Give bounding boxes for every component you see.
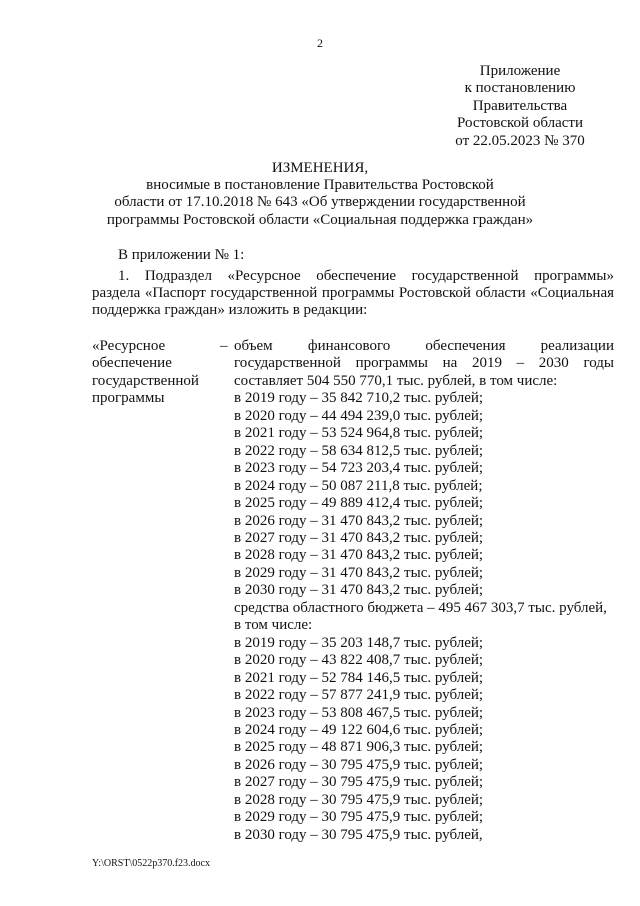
year-line: в 2024 году – 50 087 211,8 тыс. рублей; [234, 477, 483, 494]
year-line: в 2029 году – 31 470 843,2 тыс. рублей; [234, 564, 484, 581]
year-line: в 2020 году – 43 822 408,7 тыс. рублей; [234, 652, 484, 669]
intro-para-line: 1. Подраздел «Ресурсное обеспечение государственной программы» [118, 268, 614, 284]
body-line: государственной программы на 2019 – 2030 годы [234, 355, 614, 372]
label-line: «Ресурсное [92, 338, 166, 354]
year-line: в 2019 году – 35 842 710,2 тыс. рублей; [234, 390, 484, 407]
intro-paragraph [92, 268, 614, 320]
appendix-line: к постановлению [464, 80, 576, 97]
appendix-line: Приложение [479, 63, 561, 79]
title-line: программы Ростовской области «Социальная поддержка граждан» [106, 211, 534, 228]
year-line: в 2026 году – 31 470 843,2 тыс. рублей; [234, 512, 484, 529]
year-line: в 2020 году – 44 494 239,0 тыс. рублей; [234, 407, 484, 424]
appendix-line: Ростовской области [457, 115, 583, 132]
year-line: в 2024 году – 49 122 604,6 тыс. рублей; [234, 721, 484, 738]
intro-para-line: раздела «Паспорт государственной программы Ростовской области «Социальная [92, 285, 614, 302]
label-line: программы [92, 390, 165, 407]
label-line: обеспечение [92, 355, 172, 372]
year-line: в 2021 году – 53 524 964,8 тыс. рублей; [234, 425, 484, 442]
body-line: объем финансового обеспечения реализации [234, 338, 614, 354]
section-body [234, 338, 614, 844]
year-line: в 2022 году – 57 877 241,9 тыс. рублей; [234, 687, 484, 704]
intro-line: В приложении № 1: [118, 247, 245, 263]
year-line: в 2021 году – 52 784 146,5 тыс. рублей; [234, 669, 484, 686]
appendix-block [440, 63, 600, 150]
appendix-line: от 22.05.2023 № 370 [455, 132, 585, 149]
appendix-line: Правительства [472, 97, 568, 114]
year-line: в 2028 году – 30 795 475,9 тыс. рублей; [234, 791, 484, 808]
regional-line: средства областного бюджета – 495 467 303,7 тыс. рублей, [234, 599, 607, 616]
section-label [92, 338, 216, 408]
regional-line: в том числе: [234, 617, 313, 634]
title-line: вносимые в постановление Правительства Ростовской [146, 177, 494, 194]
year-line: в 2028 году – 31 470 843,2 тыс. рублей; [234, 547, 484, 564]
page-number: 2 [317, 36, 323, 50]
year-line: в 2023 году – 54 723 203,4 тыс. рублей; [234, 460, 484, 477]
label-line: государственной [92, 372, 199, 389]
year-line: в 2023 году – 53 808 467,5 тыс. рублей; [234, 704, 484, 721]
total-line: составляет 504 550 770,1 тыс. рублей, в том числе: [234, 372, 558, 389]
year-line: в 2019 году – 35 203 148,7 тыс. рублей; [234, 634, 484, 651]
section-dash: – [220, 338, 228, 354]
year-line: в 2027 году – 30 795 475,9 тыс. рублей; [234, 774, 484, 791]
intro-para-line: поддержка граждан» изложить в редакции: [92, 302, 368, 319]
file-path-footer: Y:\ORST\0522p370.f23.docx [92, 858, 210, 869]
document-title [80, 160, 560, 229]
year-line: в 2027 году – 31 470 843,2 тыс. рублей; [234, 529, 484, 546]
year-line: в 2026 году – 30 795 475,9 тыс. рублей; [234, 756, 484, 773]
year-line: в 2030 году – 30 795 475,9 тыс. рублей, [234, 826, 483, 843]
year-line: в 2030 году – 31 470 843,2 тыс. рублей; [234, 582, 484, 599]
year-line: в 2025 году – 49 889 412,4 тыс. рублей; [234, 495, 484, 512]
year-line: в 2029 году – 30 795 475,9 тыс. рублей; [234, 809, 484, 826]
year-line: в 2025 году – 48 871 906,3 тыс. рублей; [234, 739, 484, 756]
title-line: области от 17.10.2018 № 643 «Об утверждении государственной [114, 194, 526, 211]
year-line: в 2022 году – 58 634 812,5 тыс. рублей; [234, 442, 484, 459]
title-heading: ИЗМЕНЕНИЯ, [271, 160, 369, 176]
